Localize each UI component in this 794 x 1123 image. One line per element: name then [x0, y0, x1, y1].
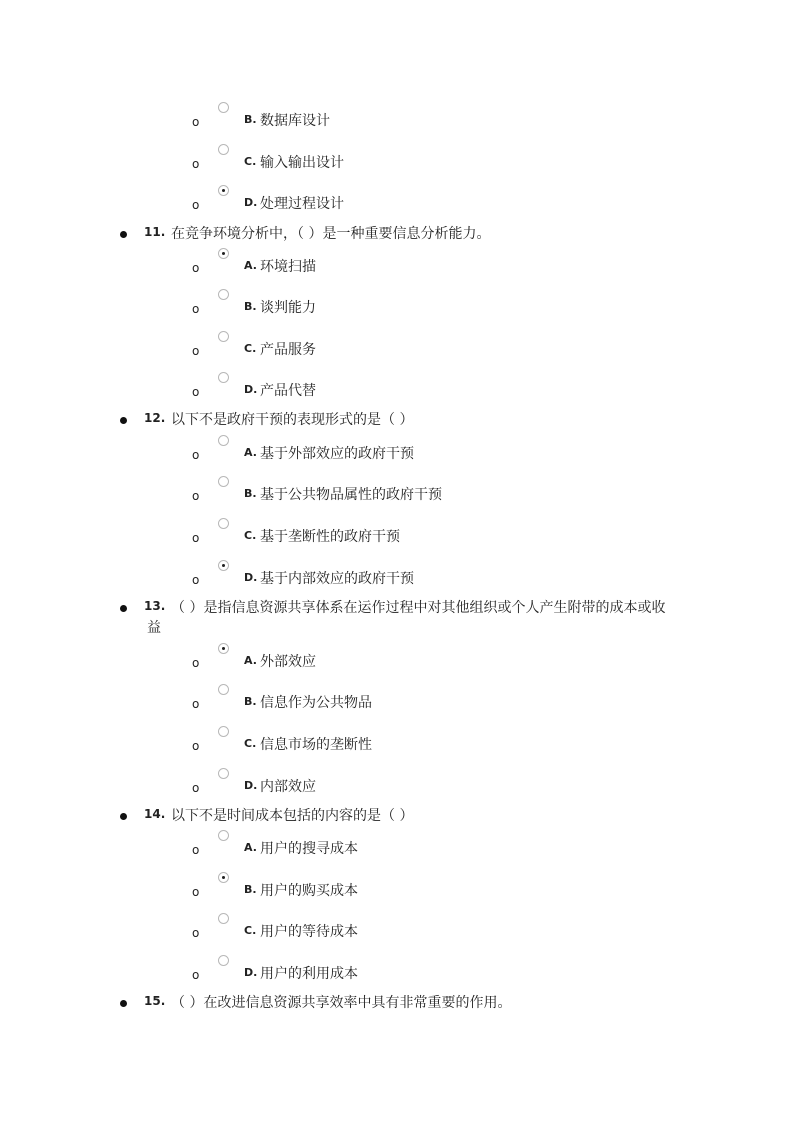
- answer-option[interactable]: [192, 921, 752, 943]
- radio-checked-icon[interactable]: [218, 643, 229, 654]
- option-letter: B.: [244, 695, 257, 708]
- radio-checked-icon[interactable]: [218, 248, 229, 259]
- option-text: 产品代替: [260, 383, 316, 399]
- option-letter: D.: [244, 196, 258, 209]
- option-text: 基于内部效应的政府干预: [260, 571, 414, 587]
- radio-unchecked-icon[interactable]: [218, 435, 229, 446]
- option-letter: D.: [244, 966, 258, 979]
- sub-bullet: o: [192, 573, 200, 587]
- radio-unchecked-icon[interactable]: [218, 144, 229, 155]
- radio-unchecked-icon[interactable]: [218, 102, 229, 113]
- option-text: 用户的搜寻成本: [260, 841, 358, 857]
- option-text: 处理过程设计: [260, 196, 344, 212]
- sub-bullet: o: [192, 531, 200, 545]
- answer-option[interactable]: [192, 526, 752, 548]
- sub-bullet: o: [192, 302, 200, 316]
- radio-unchecked-icon[interactable]: [218, 830, 229, 841]
- sub-bullet: o: [192, 489, 200, 503]
- answer-option[interactable]: [192, 380, 752, 402]
- sub-bullet: o: [192, 157, 200, 171]
- radio-unchecked-icon[interactable]: [218, 768, 229, 779]
- radio-checked-icon[interactable]: [218, 560, 229, 571]
- option-letter: C.: [244, 342, 257, 355]
- bullet-icon: [120, 417, 127, 424]
- option-letter: D.: [244, 571, 258, 584]
- option-letter: B.: [244, 300, 257, 313]
- answer-option[interactable]: [192, 193, 752, 215]
- radio-unchecked-icon[interactable]: [218, 476, 229, 487]
- radio-unchecked-icon[interactable]: [218, 518, 229, 529]
- option-text: 谈判能力: [260, 300, 316, 316]
- bullet-icon: [120, 231, 127, 238]
- answer-option[interactable]: [192, 443, 752, 465]
- option-text: 用户的购买成本: [260, 883, 358, 899]
- option-text: 用户的利用成本: [260, 966, 358, 982]
- option-letter: A.: [244, 841, 257, 854]
- question-text: 以下不是政府干预的表现形式的是（ ）: [171, 412, 414, 428]
- option-text: 基于外部效应的政府干预: [260, 446, 414, 462]
- answer-option[interactable]: [192, 568, 752, 590]
- sub-bullet: o: [192, 885, 200, 899]
- question-number: 12.: [144, 411, 166, 425]
- option-letter: D.: [244, 779, 258, 792]
- question-text: （ ）是指信息资源共享体系在运作过程中对其他组织或个人产生附带的成本或收: [171, 600, 666, 616]
- option-letter: C.: [244, 155, 257, 168]
- option-text: 数据库设计: [260, 113, 330, 129]
- option-letter: B.: [244, 113, 257, 126]
- bullet-icon: [120, 813, 127, 820]
- question-number: 11.: [144, 225, 166, 239]
- sub-bullet: o: [192, 739, 200, 753]
- sub-bullet: o: [192, 926, 200, 940]
- sub-bullet: o: [192, 968, 200, 982]
- radio-unchecked-icon[interactable]: [218, 726, 229, 737]
- option-text: 外部效应: [260, 654, 316, 670]
- answer-option[interactable]: [192, 152, 752, 174]
- radio-unchecked-icon[interactable]: [218, 289, 229, 300]
- answer-option[interactable]: [192, 110, 752, 132]
- question-number: 15.: [144, 994, 166, 1008]
- radio-checked-icon[interactable]: [218, 872, 229, 883]
- option-letter: C.: [244, 924, 257, 937]
- option-text: 内部效应: [260, 779, 316, 795]
- radio-unchecked-icon[interactable]: [218, 913, 229, 924]
- answer-option[interactable]: [192, 692, 752, 714]
- option-letter: C.: [244, 529, 257, 542]
- option-text: 产品服务: [260, 342, 316, 358]
- question-text: （ ）在改进信息资源共享效率中具有非常重要的作用。: [171, 995, 512, 1011]
- radio-unchecked-icon[interactable]: [218, 955, 229, 966]
- question-text-continued: 益: [147, 620, 161, 636]
- option-letter: C.: [244, 737, 257, 750]
- sub-bullet: o: [192, 697, 200, 711]
- option-letter: A.: [244, 446, 257, 459]
- answer-option[interactable]: [192, 484, 752, 506]
- answer-option[interactable]: [192, 776, 752, 798]
- bullet-icon: [120, 1000, 127, 1007]
- question-number: 14.: [144, 807, 166, 821]
- sub-bullet: o: [192, 198, 200, 212]
- radio-unchecked-icon[interactable]: [218, 372, 229, 383]
- sub-bullet: o: [192, 115, 200, 129]
- option-text: 基于垄断性的政府干预: [260, 529, 400, 545]
- option-letter: A.: [244, 654, 257, 667]
- sub-bullet: o: [192, 656, 200, 670]
- sub-bullet: o: [192, 385, 200, 399]
- option-text: 输入输出设计: [260, 155, 344, 171]
- option-text: 信息作为公共物品: [260, 695, 372, 711]
- sub-bullet: o: [192, 344, 200, 358]
- sub-bullet: o: [192, 843, 200, 857]
- bullet-icon: [120, 605, 127, 612]
- question-number: 13.: [144, 599, 166, 613]
- radio-unchecked-icon[interactable]: [218, 684, 229, 695]
- answer-option[interactable]: [192, 838, 752, 860]
- option-letter: A.: [244, 259, 257, 272]
- option-text: 环境扫描: [260, 259, 316, 275]
- option-letter: B.: [244, 487, 257, 500]
- answer-option[interactable]: [192, 256, 752, 278]
- radio-unchecked-icon[interactable]: [218, 331, 229, 342]
- option-text: 信息市场的垄断性: [260, 737, 372, 753]
- answer-option[interactable]: [192, 734, 752, 756]
- answer-option[interactable]: [192, 963, 752, 985]
- option-letter: D.: [244, 383, 258, 396]
- answer-option[interactable]: [192, 651, 752, 673]
- question-text: 以下不是时间成本包括的内容的是（ ）: [171, 808, 414, 824]
- option-letter: B.: [244, 883, 257, 896]
- sub-bullet: o: [192, 448, 200, 462]
- option-text: 基于公共物品属性的政府干预: [260, 487, 442, 503]
- question-text: 在竞争环境分析中，（ ）是一种重要信息分析能力。: [171, 226, 491, 242]
- answer-option[interactable]: [192, 880, 752, 902]
- option-text: 用户的等待成本: [260, 924, 358, 940]
- sub-bullet: o: [192, 781, 200, 795]
- radio-checked-icon[interactable]: [218, 185, 229, 196]
- sub-bullet: o: [192, 261, 200, 275]
- answer-option[interactable]: [192, 297, 752, 319]
- answer-option[interactable]: [192, 339, 752, 361]
